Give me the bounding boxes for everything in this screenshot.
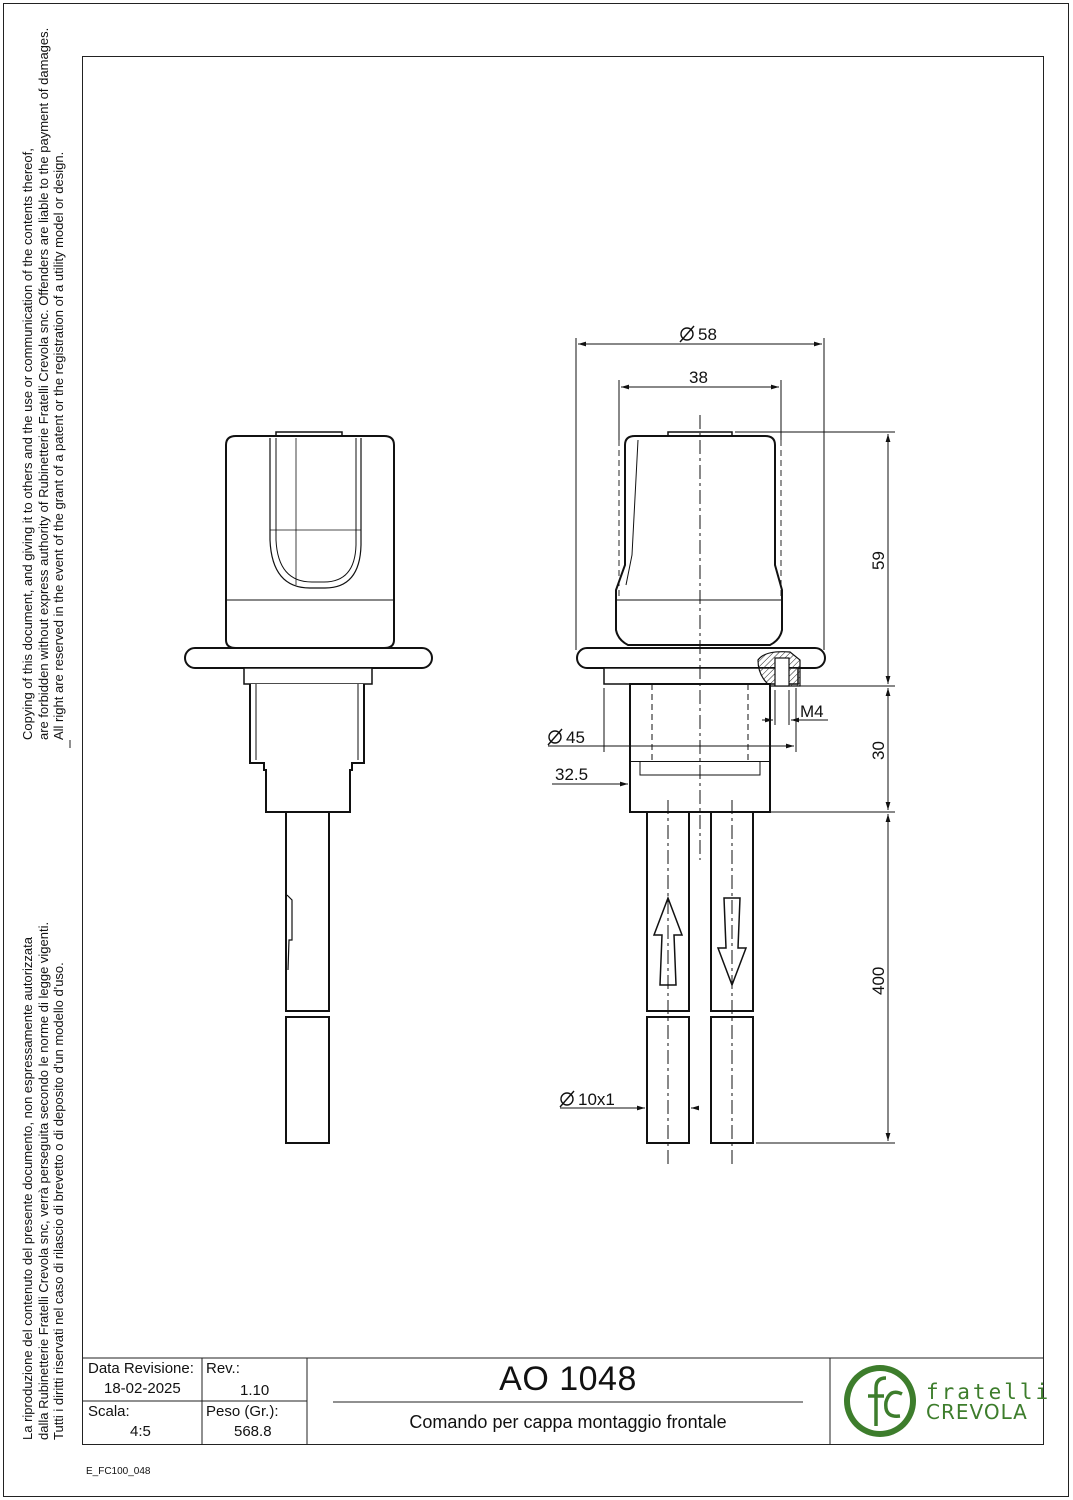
- rev-label: Rev.:: [206, 1360, 240, 1377]
- copyright-en-line-3: All right are reserved in the event of the grant of a patent or the registration of a utility model or design.: [51, 151, 66, 740]
- dim-400: 400: [869, 966, 888, 995]
- product-code: AO 1048: [499, 1360, 637, 1398]
- dim-dia58: 58: [698, 325, 717, 344]
- scale-label: Scala:: [88, 1403, 130, 1420]
- dim-32-5: 32.5: [555, 765, 589, 784]
- copyright-it-line-2: dalla Rubinetterie Fratelli Crevola snc, verrà perseguita secondo le norme di legge vigenti.: [35, 921, 51, 1440]
- rev-cell: [202, 1358, 307, 1401]
- copyright-it-line-3: Tutti i diritti riservati nel caso di rilascio di brevetto o di deposito d'un modello d'uso.: [51, 962, 66, 1440]
- revision-date-value: 18-02-2025: [104, 1380, 181, 1397]
- scale-value: 4:5: [130, 1423, 151, 1440]
- weight-cell: [202, 1401, 307, 1445]
- dim-38: 38: [689, 368, 708, 387]
- weight-label: Peso (Gr.):: [206, 1403, 279, 1420]
- dim-dia45: 45: [566, 728, 585, 747]
- copyright-it-line-1: La riproduzione del contenuto del presente documento, non espressamente autorizzata: [20, 937, 35, 1440]
- copyright-en-line-2: are forbidden without express authority of Rubinetterie Fratelli Crevola snc. Offenders are liable to the payment of damages.: [35, 27, 51, 740]
- logo-line-1: fratelli: [926, 1380, 1052, 1404]
- revision-date-cell: [82, 1358, 202, 1401]
- dim-dia10x1: 10x1: [578, 1090, 615, 1109]
- weight-value: 568.8: [234, 1423, 272, 1440]
- file-code: E_FC100_048: [86, 1466, 151, 1477]
- logo-line-2: CREVOLA: [926, 1400, 1028, 1424]
- side-view: [185, 432, 432, 1143]
- dim-59: 59: [869, 551, 888, 570]
- copyright-en-line-1: Copying of this document, and giving it to others and the use or communication of the contents thereof,: [20, 148, 35, 740]
- revision-date-label: Data Revisione:: [88, 1360, 194, 1377]
- dim-m4: M4: [800, 702, 824, 721]
- product-description: Comando per cappa montaggio frontale: [409, 1412, 727, 1432]
- dim-30: 30: [869, 741, 888, 760]
- scale-cell: [82, 1401, 202, 1445]
- rev-value: 1.10: [240, 1382, 270, 1399]
- front-view: [577, 432, 825, 1143]
